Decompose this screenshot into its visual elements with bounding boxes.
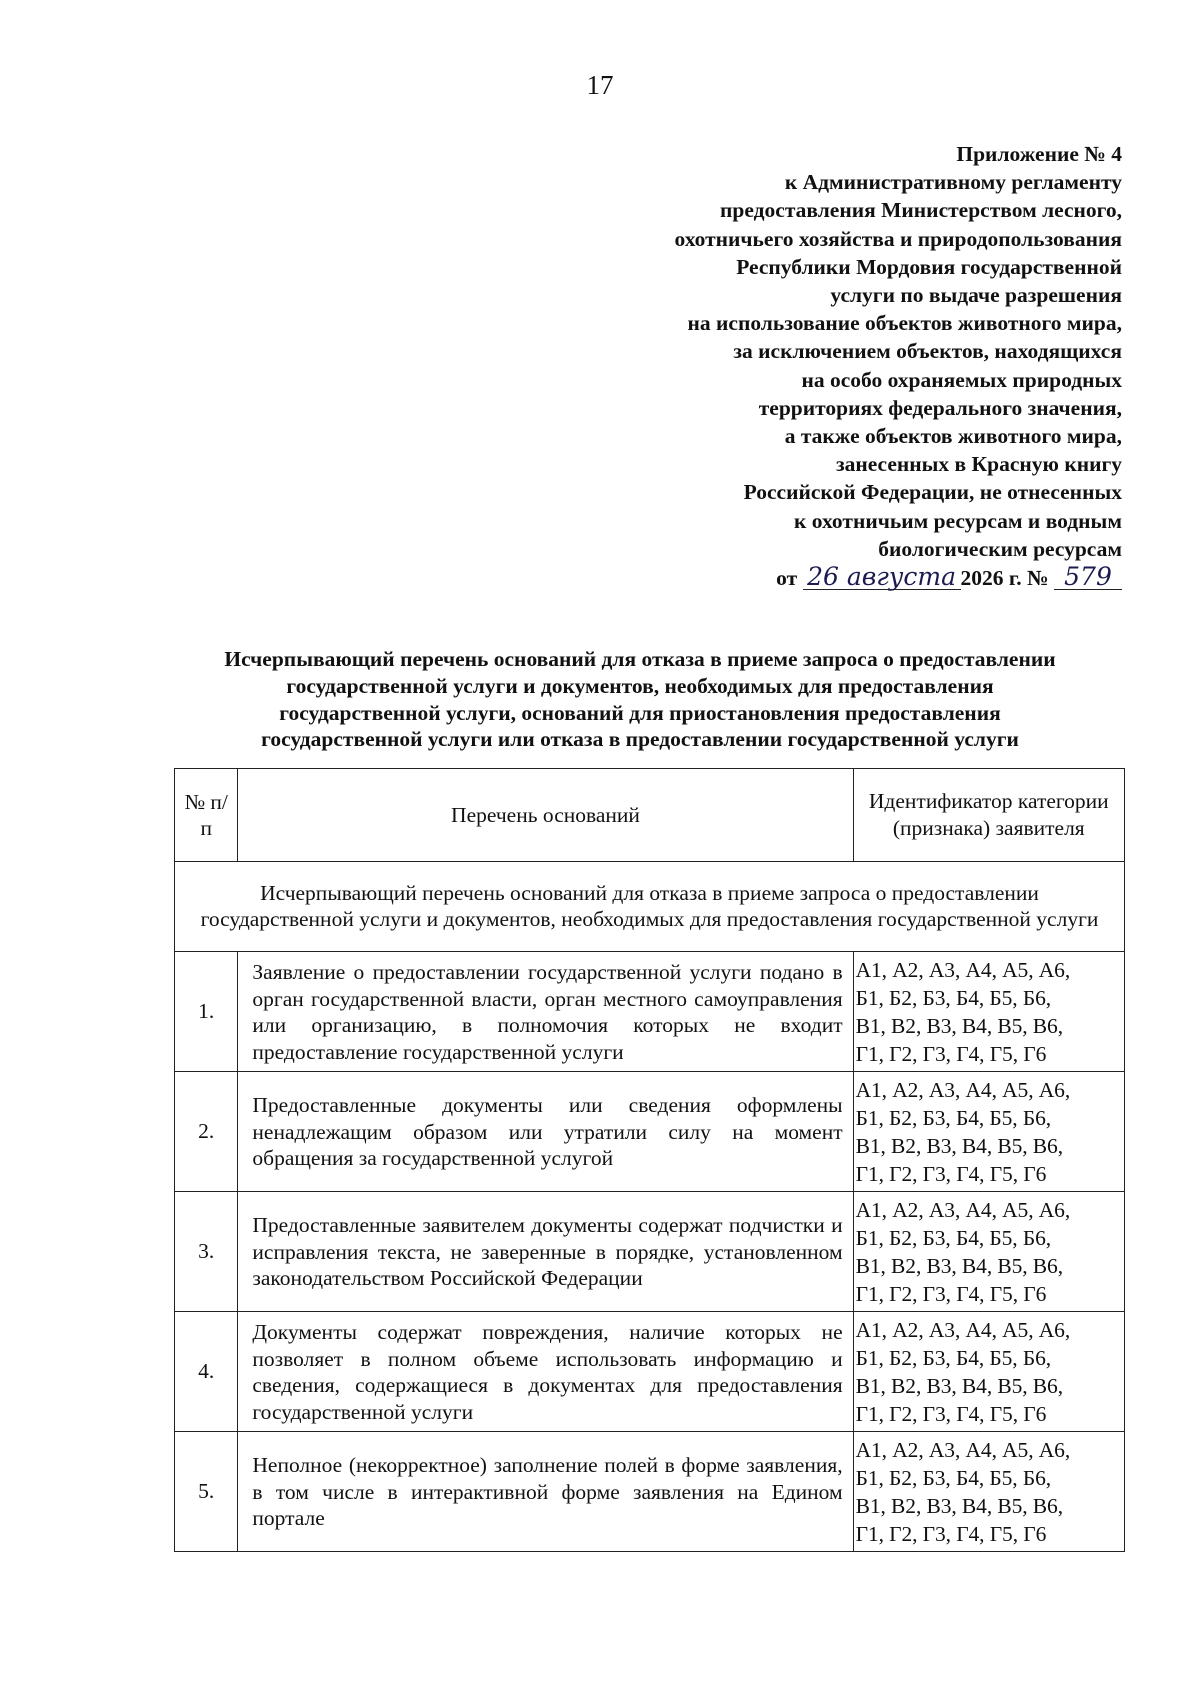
row-ground-text: Предоставленные документы или сведения оформлены ненадлежащим образом или утратили силу на момент обращения за государственной услугой	[238, 1072, 853, 1192]
appendix-date-line	[520, 564, 1122, 592]
appendix-line: услуги по выдаче разрешения	[830, 283, 1122, 308]
row-identifiers: А1, А2, А3, А4, А5, А6, Б1, Б2, Б3, Б4, Б5, Б6, В1, В2, В3, В4, В5, В6, Г1, Г2, Г3, Г4, Г5, Г6	[853, 1192, 1124, 1312]
row-ground-text: Заявление о предоставлении государственной услуги подано в орган государственной власти, орган местного самоуправления или организацию, в полномочия которых не входит предоставление государственной услуги	[238, 952, 853, 1072]
handwritten-number: 579	[1054, 565, 1122, 590]
row-number: 2.	[175, 1072, 238, 1192]
appendix-line: к охотничьим ресурсам и водным	[794, 508, 1122, 533]
row-ground-text: Предоставленные заявителем документы содержат подчистки и исправления текста, не заверенные в порядке, установленном законодательством Российской Федерации	[238, 1192, 853, 1312]
header-identifier: Идентификатор категории (признака) заявителя	[853, 769, 1124, 862]
table-row	[175, 1432, 1125, 1552]
date-prefix: от	[776, 566, 798, 591]
row-ground-text: Документы содержат повреждения, наличие которых не позволяет в полном объеме использовать информацию и сведения, содержащиеся в документах для предоставления государственной услуги	[238, 1312, 853, 1432]
row-identifiers: А1, А2, А3, А4, А5, А6, Б1, Б2, Б3, Б4, Б5, Б6, В1, В2, В3, В4, В5, В6, Г1, Г2, Г3, Г4, Г5, Г6	[853, 1312, 1124, 1432]
appendix-line: Республики Мордовия государственной	[736, 254, 1122, 279]
appendix-line: Российской Федерации, не отнесенных	[743, 480, 1122, 505]
appendix-block	[520, 140, 1122, 592]
appendix-line: территориях федерального значения,	[758, 395, 1122, 420]
row-number: 5.	[175, 1432, 238, 1552]
table-row	[175, 1192, 1125, 1312]
document-title	[150, 646, 1130, 753]
year-text: 2026 г. №	[960, 566, 1049, 591]
header-grounds: Перечень оснований	[238, 769, 853, 862]
table-header-row	[175, 769, 1125, 862]
page-number: 17	[586, 70, 614, 100]
header-num: № п/п	[175, 769, 238, 862]
appendix-line: а также объектов животного мира,	[784, 424, 1122, 449]
appendix-line: за исключением объектов, находящихся	[733, 339, 1122, 364]
appendix-line: на особо охраняемых природных	[801, 367, 1122, 392]
row-number: 4.	[175, 1312, 238, 1432]
appendix-line: на использование объектов животного мира,	[687, 311, 1122, 336]
appendix-line: к Административному регламенту	[784, 170, 1122, 195]
row-number: 1.	[175, 952, 238, 1072]
appendix-line: предоставления Министерством лесного,	[720, 198, 1122, 223]
appendix-line: охотничьего хозяйства и природопользования	[674, 226, 1122, 251]
title-line: государственной услуги и документов, необходимых для предоставления	[286, 673, 994, 698]
row-number: 3.	[175, 1192, 238, 1312]
section-row	[175, 862, 1125, 952]
grounds-table	[174, 768, 1125, 1552]
section-title: Исчерпывающий перечень оснований для отказа в приеме запроса о предоставлении государственной услуги и документов, необходимых для предоставления государственной услуги	[175, 862, 1125, 952]
row-identifiers: А1, А2, А3, А4, А5, А6, Б1, Б2, Б3, Б4, Б5, Б6, В1, В2, В3, В4, В5, В6, Г1, Г2, Г3, Г4, Г5, Г6	[853, 1432, 1124, 1552]
table-row	[175, 1072, 1125, 1192]
appendix-line: Приложение № 4	[956, 142, 1122, 166]
row-ground-text: Неполное (некорректное) заполнение полей в форме заявления, в том числе в интерактивной форме заявления на Едином портале	[238, 1432, 853, 1552]
row-identifiers: А1, А2, А3, А4, А5, А6, Б1, Б2, Б3, Б4, Б5, Б6, В1, В2, В3, В4, В5, В6, Г1, Г2, Г3, Г4, Г5, Г6	[853, 1072, 1124, 1192]
row-identifiers: А1, А2, А3, А4, А5, А6, Б1, Б2, Б3, Б4, Б5, Б6, В1, В2, В3, В4, В5, В6, Г1, Г2, Г3, Г4, Г5, Г6	[853, 952, 1124, 1072]
appendix-line: биологическим ресурсам	[878, 536, 1122, 561]
handwritten-date: 26 августа	[803, 565, 961, 590]
appendix-line: занесенных в Красную книгу	[835, 452, 1122, 477]
title-line: государственной услуги, оснований для приостановления предоставления	[279, 700, 1001, 725]
table-row	[175, 952, 1125, 1072]
table-row	[175, 1312, 1125, 1432]
title-line: государственной услуги или отказа в предоставлении государственной услуги	[261, 727, 1019, 752]
title-line: Исчерпывающий перечень оснований для отказа в приеме запроса о предоставлении	[224, 647, 1056, 671]
